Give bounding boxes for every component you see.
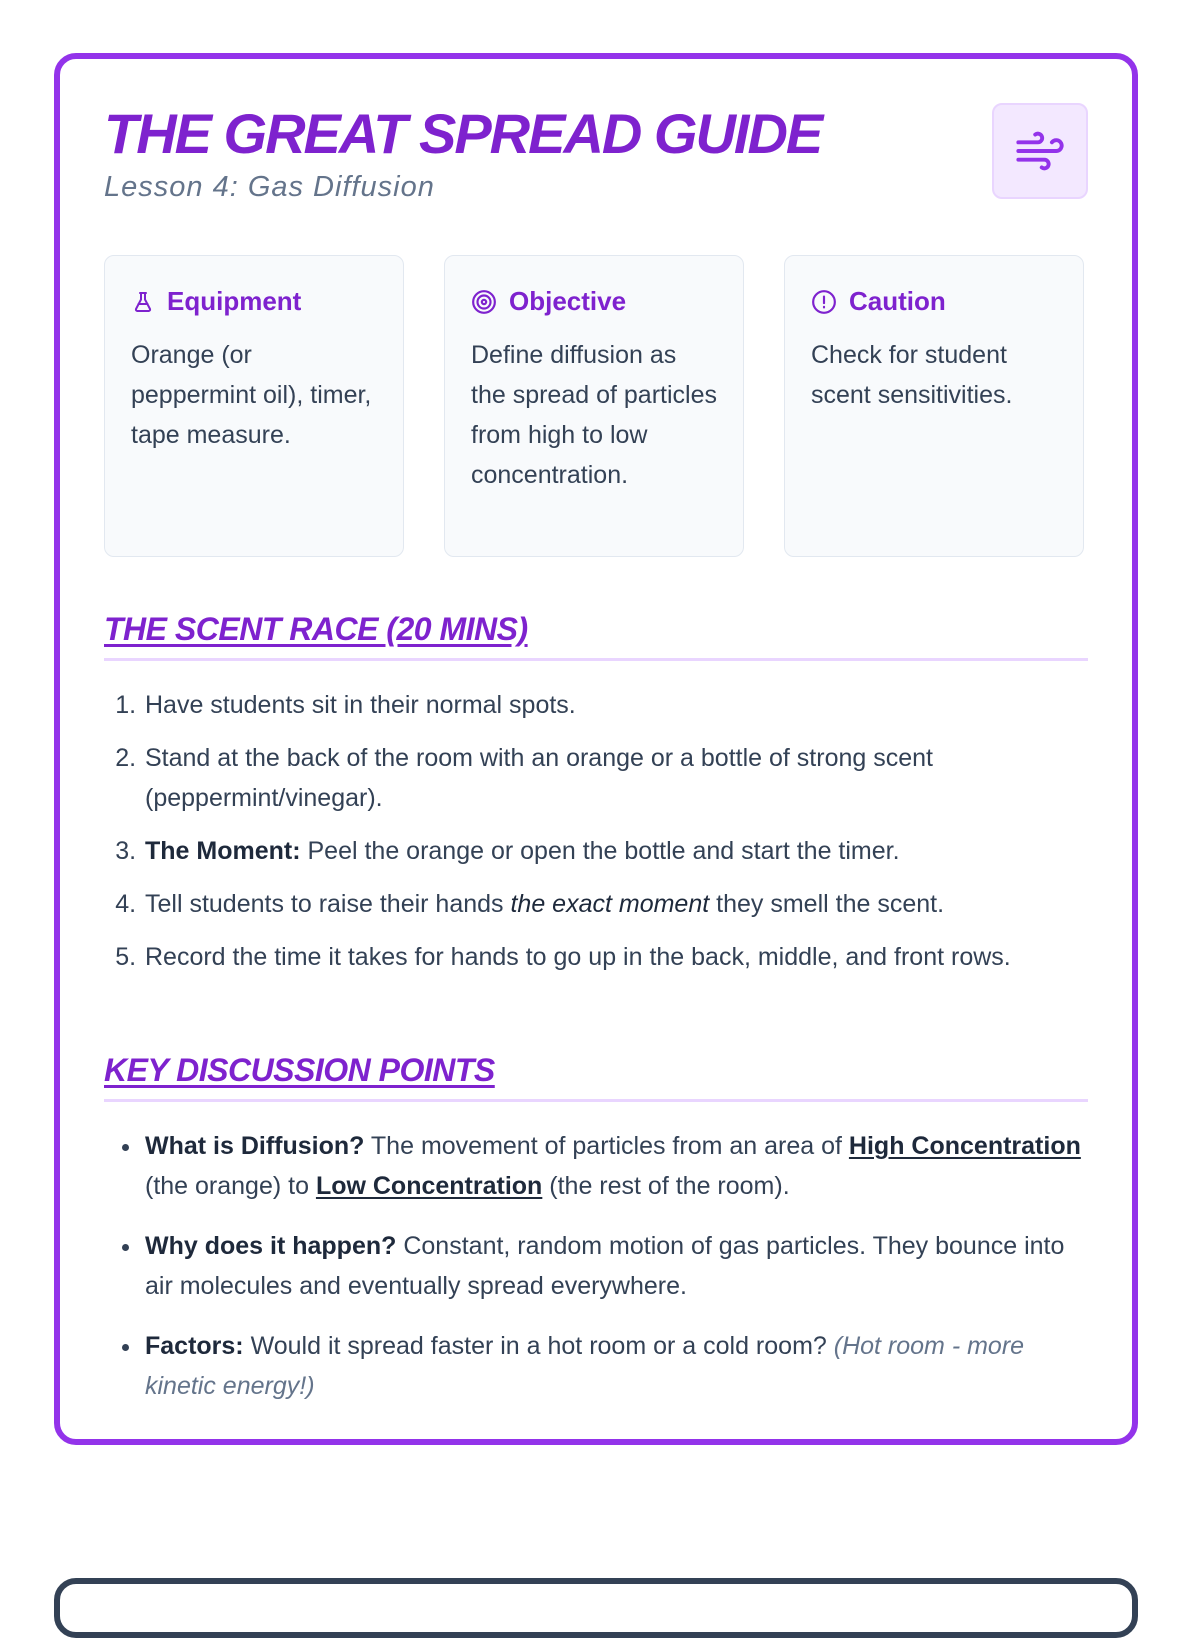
list-item — [143, 1226, 1088, 1306]
step-text: Tell students to raise their hands — [145, 890, 511, 918]
list-item — [143, 738, 1088, 818]
point-text: The movement of particles from an area of — [364, 1132, 849, 1160]
caution-card — [784, 255, 1084, 557]
discussion-points — [104, 1126, 1088, 1426]
page-title: THE GREAT SPREAD GUIDE — [104, 102, 822, 165]
equipment-card — [104, 255, 404, 557]
step-text: they smell the scent. — [709, 890, 945, 918]
point-label: What is Diffusion? — [145, 1132, 365, 1160]
step-text: Stand at the back of the room with an orange or a bottle of strong scent (peppermint/vinegar). — [145, 744, 933, 812]
lesson-card — [54, 53, 1138, 1445]
objective-title: Objective — [509, 286, 627, 316]
list-item — [143, 1326, 1088, 1406]
point-label: Why does it happen? — [145, 1232, 397, 1260]
point-text: (the orange) to — [145, 1172, 316, 1200]
alert-circle-icon — [811, 289, 837, 315]
next-lesson-card — [54, 1578, 1138, 1638]
point-text: (the rest of the room). — [542, 1172, 790, 1200]
list-item — [143, 831, 1088, 871]
lesson-header — [104, 101, 1088, 204]
objective-text: Define diffusion as the spread of particles from high to low concentration. — [471, 341, 717, 489]
point-label: Factors: — [145, 1332, 244, 1360]
step-text: Have students sit in their normal spots. — [145, 691, 576, 719]
equipment-text: Orange (or peppermint oil), timer, tape measure. — [131, 341, 372, 449]
caution-title: Caution — [849, 286, 946, 316]
list-item — [143, 1126, 1088, 1206]
activity-heading: THE SCENT RACE (20 MINS) — [104, 611, 1088, 661]
step-label: The Moment: — [145, 837, 301, 865]
info-cards — [104, 255, 1084, 557]
flask-icon — [131, 290, 155, 314]
answer-hint: (Hot room - more kinetic energy!) — [145, 1332, 1025, 1400]
list-item — [143, 884, 1088, 924]
point-text: Constant, random motion of gas particles. They bounce into air molecules and eventually spread everywhere. — [145, 1232, 1065, 1300]
list-item — [143, 685, 1088, 725]
step-text: Peel the orange or open the bottle and start the timer. — [300, 837, 900, 865]
high-concentration-term: High Concentration — [848, 1132, 1081, 1160]
caution-text: Check for student scent sensitivities. — [811, 341, 1013, 409]
activity-steps — [104, 685, 1088, 990]
lesson-subtitle: Lesson 4: Gas Diffusion — [104, 171, 435, 203]
target-icon — [471, 289, 497, 315]
objective-card — [444, 255, 744, 557]
discussion-heading: KEY DISCUSSION POINTS — [104, 1052, 1088, 1102]
low-concentration-term: Low Concentration — [315, 1172, 543, 1200]
equipment-title: Equipment — [167, 286, 302, 316]
wind-icon — [1014, 125, 1066, 177]
point-text: Would it spread faster in a hot room or a cold room? — [243, 1332, 834, 1360]
wind-icon-button[interactable] — [992, 103, 1088, 199]
list-item — [143, 937, 1088, 977]
step-emphasis: the exact moment — [510, 890, 710, 918]
step-text: Record the time it takes for hands to go up in the back, middle, and front rows. — [145, 943, 1011, 971]
